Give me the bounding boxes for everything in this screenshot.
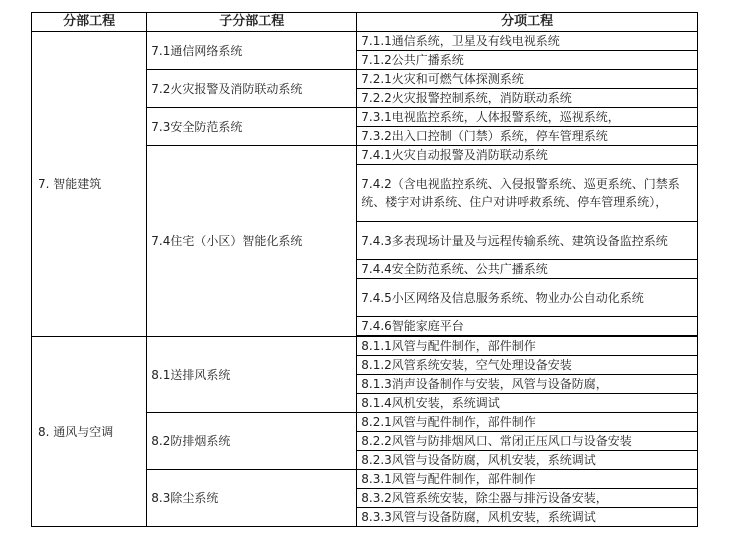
table-header-row [32, 13, 698, 32]
table-row [32, 337, 698, 356]
item-cell: 8.3.3风管与设备防腐，风机安装，系统调试 [357, 508, 698, 527]
item-cell: 8.1.4风机安装，系统调试 [357, 394, 698, 413]
item-cell: 7.4.1火灾自动报警及消防联动系统 [357, 146, 698, 165]
subdivision-cell: 7.3安全防范系统 [147, 108, 357, 146]
item-cell: 8.2.1风管与配件制作，部件制作 [357, 413, 698, 432]
item-cell: 7.3.1电视监控系统，人体报警系统，巡视系统， [357, 108, 698, 127]
engineering-division-table [31, 12, 698, 527]
subdivision-cell: 8.3除尘系统 [147, 470, 357, 527]
item-cell: 8.1.1风管与配件制作，部件制作 [357, 337, 698, 356]
item-cell: 7.4.2（含电视监控系统、入侵报警系统、巡更系统、门禁系统、楼宇对讲系统、住户对讲呼救系统、停车管理系统）， [357, 165, 698, 222]
item-cell: 8.3.1风管与配件制作，部件制作 [357, 470, 698, 489]
item-cell: 7.1.1通信系统，卫星及有线电视系统 [357, 32, 698, 51]
subdivision-cell: 7.4住宅（小区）智能化系统 [147, 146, 357, 337]
item-cell: 8.1.3消声设备制作与安装，风管与设备防腐， [357, 375, 698, 394]
subdivision-cell: 7.1通信网络系统 [147, 32, 357, 70]
item-cell: 7.4.5小区网络及信息服务系统、物业办公自动化系统 [357, 279, 698, 317]
item-cell: 8.3.2风管系统安装，除尘器与排污设备安装， [357, 489, 698, 508]
subdivision-cell: 8.1送排风系统 [147, 337, 357, 413]
subdivision-cell: 7.2火灾报警及消防联动系统 [147, 70, 357, 108]
division-cell: 8. 通风与空调 [32, 337, 147, 527]
table-row [32, 32, 698, 51]
item-cell: 7.2.2火灾报警控制系统，消防联动系统 [357, 89, 698, 108]
item-cell: 7.2.1火灾和可燃气体探测系统 [357, 70, 698, 89]
header-item: 分项工程 [357, 13, 698, 32]
subdivision-cell: 8.2防排烟系统 [147, 413, 357, 470]
item-cell: 7.3.2出入口控制（门禁）系统，停车管理系统 [357, 127, 698, 146]
item-cell: 8.1.2风管系统安装，空气处理设备安装 [357, 356, 698, 375]
item-cell: 8.2.3风管与设备防腐，风机安装，系统调试 [357, 451, 698, 470]
item-cell: 7.4.6智能家庭平台 [357, 317, 698, 336]
item-cell: 7.4.4安全防范系统、公共广播系统 [357, 260, 698, 279]
item-cell: 7.1.2公共广播系统 [357, 51, 698, 70]
item-cell: 8.2.2风管与防排烟风口、常闭正压风口与设备安装 [357, 432, 698, 451]
header-division: 分部工程 [32, 13, 147, 32]
item-cell: 7.4.3多表现场计量及与远程传输系统、建筑设备监控系统 [357, 222, 698, 260]
division-cell: 7. 智能建筑 [32, 32, 147, 337]
header-subdivision: 子分部工程 [147, 13, 357, 32]
